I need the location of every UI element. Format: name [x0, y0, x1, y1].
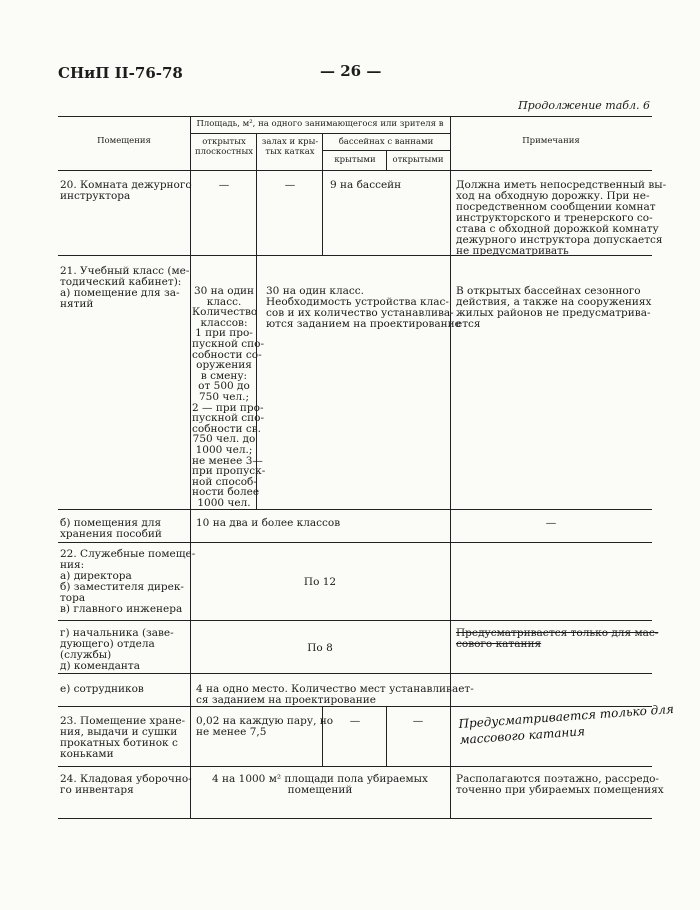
row-divider — [58, 673, 652, 674]
row20-premises: 20. Комната дежурного инструктора — [60, 179, 192, 202]
row23-premises: 23. Помещение хране- ния, выдачи и сушки прокатных ботинок с коньками — [60, 715, 186, 760]
row21-open-planar: 30 на один класс. Количество классов: 1 при про- пускной спо- собности со- оружения в смену: от 500 до 750 чел.; 2 — при про- пускной спо- собности св. 750 чел. до 1000 чел.; не менее 3— при пропуск- ной способ- ности более 1000 чел. — [192, 285, 266, 509]
row22g-value: По 8 — [307, 642, 333, 654]
document-code: СНиП II-76-78 — [58, 64, 183, 82]
row23-value: 0,02 на каждую пару, но не менее 7,5 — [196, 715, 334, 738]
row23-covered: — — [349, 715, 361, 727]
row21-halls-pools: 30 на один класс. Необходимость устройства клас- сов и их количество устанавлива- ются заданием на проектирование — [266, 285, 461, 330]
col-divider — [190, 116, 191, 818]
row22e-value: 4 на одно место. Количество мест устанавливает- ся заданием на проектирование — [196, 683, 474, 706]
header-notes: Примечания — [522, 136, 580, 146]
col-divider — [256, 133, 257, 255]
handwritten-note: Предусматривается только для массового катания — [458, 701, 675, 747]
row24-notes: Располагаются поэтажно, рассредо- точенно при убираемых помещениях — [456, 773, 664, 796]
row21b-notes: — — [545, 517, 557, 529]
row-divider — [58, 766, 652, 767]
header-bottom-border — [58, 170, 652, 171]
row21b-value: 10 на два и более классов — [196, 517, 341, 529]
table-continuation-label: Продолжение табл. 6 — [518, 99, 650, 112]
col-divider — [322, 133, 323, 255]
col-divider — [386, 150, 387, 170]
header-open-planar: открытых плоскостных — [194, 137, 254, 157]
row-divider — [58, 542, 652, 543]
table-bottom-border — [58, 818, 652, 819]
row22g-premises: г) начальника (заве- дующего) отдела (службы) д) коменданта — [60, 627, 174, 672]
row24-premises: 24. Кладовая уборочно- го инвентаря — [60, 773, 192, 796]
header-covered: крытыми — [334, 155, 376, 165]
row20-halls: — — [284, 179, 296, 191]
row-divider — [58, 509, 652, 510]
header-area-group: Площадь, м², на одного занимающегося или зрителя в — [196, 119, 444, 129]
page-number: — 26 — — [320, 62, 382, 80]
header-open: открытыми — [392, 155, 444, 165]
col-divider — [386, 706, 387, 766]
row22-premises: 22. Служебные помеще- ния: а) директора б) заместителя дирек- тора в) главного инженера — [60, 548, 196, 615]
row20-pools: 9 на бассейн — [330, 179, 402, 191]
table-top-border — [58, 116, 652, 117]
row22-value: По 12 — [303, 576, 337, 588]
row20-open-planar: — — [218, 179, 230, 191]
row21-premises: 21. Учебный класс (ме- тодический кабинет): а) помещение для за- нятий — [60, 265, 190, 310]
row22g-notes-struck: Предусматривается только для мас- сового катания — [456, 627, 659, 650]
header-pools: бассейнах с ваннами — [338, 137, 434, 147]
row20-notes: Должна иметь непосредственный вы- ход на обходную дорожку. При не- посредственном сообщении комнат инструкторского и тренерского со- става с обходной дорожкой комнату дежурного инструктора допускается не предусматривать — [456, 179, 667, 257]
row21b-premises: б) помещения для хранения пособий — [60, 517, 162, 540]
header-premises: Помещения — [97, 136, 151, 146]
row-divider — [58, 620, 652, 621]
row-divider — [58, 706, 652, 707]
row24-value: 4 на 1000 м² площади пола убираемых помещений — [212, 773, 428, 796]
col-divider — [450, 116, 451, 818]
row23-open: — — [412, 715, 424, 727]
row21-notes: В открытых бассейнах сезонного действия, а также на сооружениях жилых районов не предусматрива- ется — [456, 285, 652, 330]
row22e-premises: е) сотрудников — [60, 683, 144, 695]
header-subdivider — [190, 133, 252, 134]
header-halls: залах и кры- тых катках — [261, 137, 319, 157]
